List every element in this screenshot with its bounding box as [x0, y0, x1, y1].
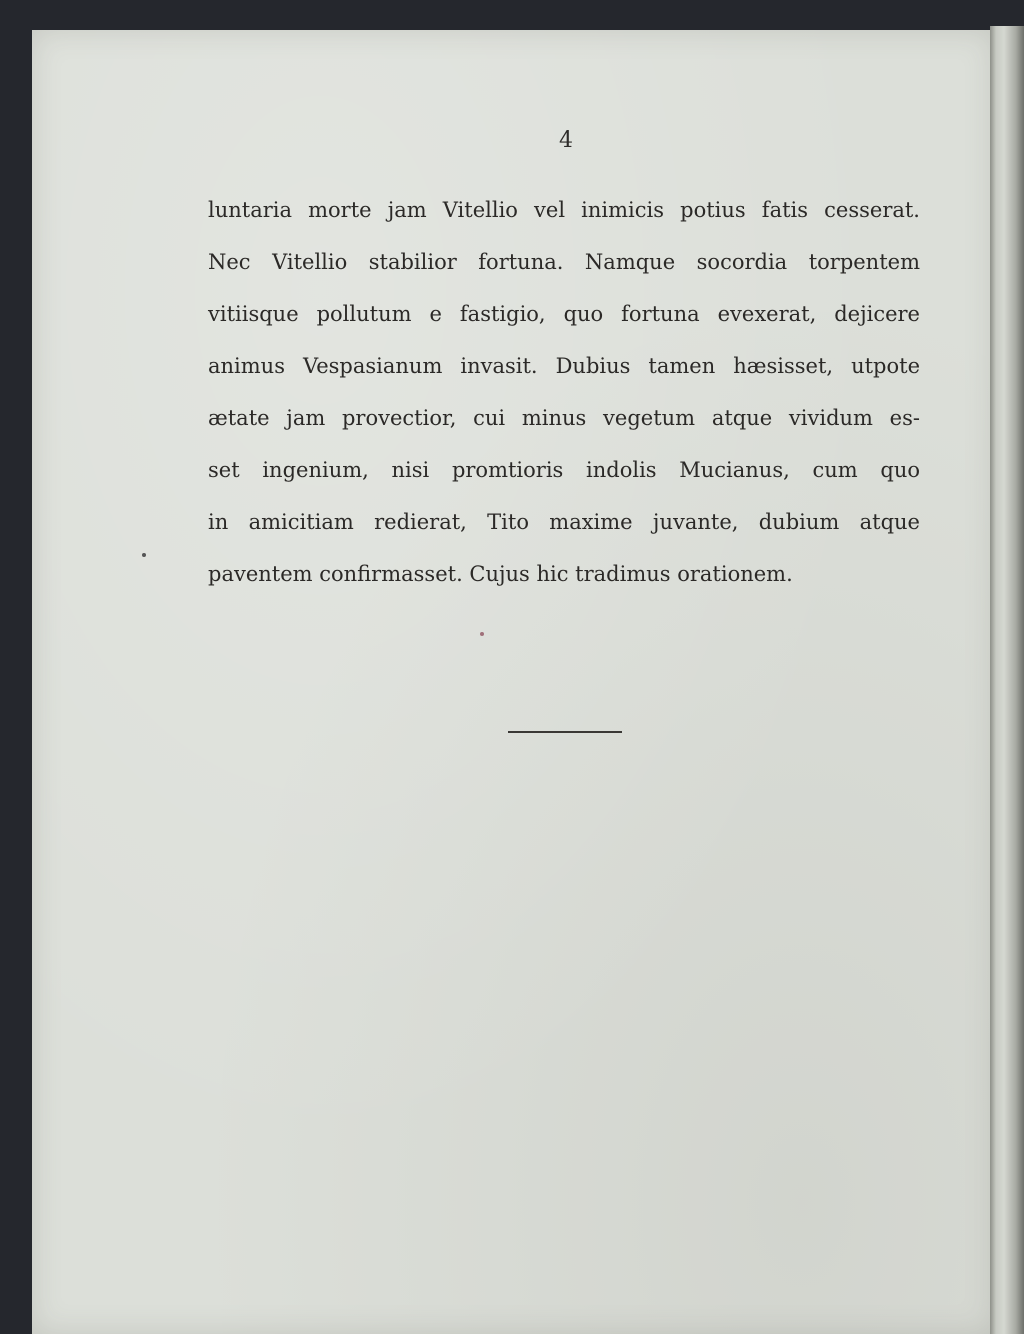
ink-speck — [480, 632, 484, 636]
text-line: animus Vespasianum invasit. Dubius tamen hæsisset, utpote — [208, 354, 920, 378]
page-number: 4 — [559, 128, 573, 153]
text-line: vitiisque pollutum e fastigio, quo fortuna evexerat, dejicere — [208, 302, 920, 326]
body-text — [208, 184, 920, 600]
text-line: in amicitiam redierat, Tito maxime juvante, dubium atque — [208, 510, 920, 534]
page-edge — [990, 26, 1024, 1334]
text-line: Nec Vitellio stabilior fortuna. Namque socordia torpentem — [208, 250, 920, 274]
text-line: ætate jam provectior, cui minus vegetum atque vividum es- — [208, 406, 920, 430]
ink-speck — [142, 553, 146, 557]
text-line: set ingenium, nisi promtioris indolis Mucianus, cum quo — [208, 458, 920, 482]
section-divider — [508, 731, 622, 733]
text-line: luntaria morte jam Vitellio vel inimicis potius fatis cesserat. — [208, 198, 920, 222]
text-line: paventem confirmasset. Cujus hic tradimus orationem. — [208, 562, 793, 586]
